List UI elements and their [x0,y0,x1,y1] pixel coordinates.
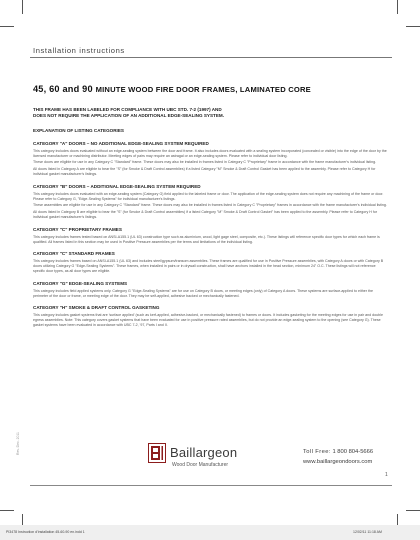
section-heading: CATEGORY "A" DOORS – NO ADDITIONAL EDGE-SEALING SYSTEM REQUIRED [33,141,209,146]
document-title [33,84,311,94]
section-heading: CATEGORY "G" EDGE-SEALING SYSTEMS [33,281,128,287]
crop-mark [0,26,14,27]
print-file-name: PI3478 Instruction d'installation 45-60-90 en.indd 1 [6,530,85,534]
section-proprietary-frames [33,227,388,245]
footer-divider [30,485,392,486]
paragraph: All doors listed in Category B are eligible to bear the "S" (for Smoke & Draft Control assemblies) if a listed Category "M" Smoke & Draft Control Gasket" has been applied to the assembly. Please refer to Category H for individual gasket manufacturer's listings. [33,210,378,220]
section-smoke-gasketing [33,305,388,328]
paragraph: This category includes frames based on ANSI-A155.1 (UL 63) and includes steel/gypsum/transom assemblies. These frames are qualified for use in Positive Pressure assemblies, with Category A doors or with Category B doors utilizing Category G "Edge-Sealing Systems". These frames, when installed in pairs or in drywall construction, shall have anchors installed in the head section, minimum 24" O.C. These listings will not reference specific door types, as all door types are eligible. [33,258,384,274]
section-standard-frames [33,251,388,274]
paragraph: This category includes doors evaluated without an edge-sealing system between the door and frame. It also includes doors evaluated with a sealing system incorporated (concealed or visible) into the edge of the door by the licensed manufacturer or machining distributor. Meeting edges of pairs may require an astragal or an edge-sealing system. Please refer to individual door listing. [33,148,387,158]
document-body [33,128,388,335]
paragraph: All doors listed in Category A are eligible to bear the "S" (for Smoke & Draft Control assemblies) if a listed Category "M" Smoke & Draft Control Gasket has been applied to the assembly. Please refer to Category H for individual gasket manufacturer's listings. [33,167,376,177]
section-heading: CATEGORY "C" STANDARD FRAMES [33,251,115,257]
door-logo-icon [148,443,166,463]
phone-label: Toll Free: [303,449,331,455]
compliance-notice [33,107,333,120]
explanation-heading: EXPLANATION OF LISTING CATEGORIES [33,128,124,133]
section-heading: CATEGORY "C" PROPRIETARY FRAMES [33,227,122,233]
paragraph: These assemblies are eligible for use in any Category C "Standard" frame. These doors may also be installed in frames listed in Category C "Proprietary" frames in accordance with the frame manufacturer's individual listing. [33,203,387,208]
brand-name: Baillargeon [170,445,238,460]
section-header: Installation instructions [33,46,125,55]
brand-tagline: Wood Door Manufacturer [172,462,229,468]
paragraph: This category includes field applied systems only. Category G "Edge-Sealing Systems" are for use on Category B doors, or meeting edges (only) of Category A doors. These systems are surface-applied to either the perimeter of the door or frame, or meeting edge of the door. They may be self-applied, adhesive backed or mechanically fastened. [33,288,374,298]
crop-mark [406,510,420,511]
section-heading: CATEGORY "H" SMOKE & DRAFT CONTROL GASKETING [33,305,160,311]
title-prefix: 45, 60 and 90 [33,84,96,94]
paragraph: This category includes doors evaluated with an edge-sealing system (Category G) field applied to the labeled frame or door. The application of the edge-sealing system does not require any machining of the frame or door. Please refer to Category G, "Edge-Sealing Systems" for individual manufacturer's listings. [33,191,384,201]
crop-mark [0,510,14,511]
section-edge-sealing [33,281,388,299]
crop-mark [406,26,420,27]
crop-mark [397,0,398,14]
paragraph: These doors are eligible for use in any Category C "Standard" frame. These doors may also be installed in frames listed in Category C "Proprietary" frame in accordance with the frame manufacturer's individual listing. [33,160,377,165]
phone-number: 1 800 804-5666 [332,449,374,455]
contact-info [303,447,373,467]
crop-mark [22,0,23,14]
notice-line: THIS FRAME HAS BEEN LABELED FOR COMPLIANCE WITH UBC STD. 7-2 (1997) AND [33,107,222,112]
revision-note: Rev. Dec. 2011 [16,432,20,455]
section-category-b [33,184,388,221]
title-smallcaps: MINUTE WOOD FIRE DOOR FRAMES, LAMINATED CORE [95,85,311,94]
website-link[interactable]: www.baillargeondoors.com [303,459,373,465]
print-timestamp: 12/02/11 11:18 AM [353,530,382,534]
section-category-a [33,141,388,178]
page-number: 1 [385,472,388,478]
paragraph: This category includes frames tested based on ANSI-A155.1 (UL 63) construction type such as aluminium, wood, light gage steel, composite, etc.). These listings will reference specific door types for which each frame is qualified. All frames listed in this section may be used in Positive Pressure assemblies per the terms and limitations of the individual listing. [33,234,380,244]
notice-line: DOES NOT REQUIRE THE APPLICATION OF AN ADDITIONAL EDGE-SEALING SYSTEM. [33,113,224,119]
section-heading: CATEGORY "B" DOORS – ADDITIONAL EDGE-SEALING SYSTEM REQUIRED [33,184,201,190]
paragraph: This category includes gasket systems that are 'surface applied' (such as kerf-applied, adhesive-backed, or mechanically fastened) to frames or doors. It includes gasketing for the meeting edges for use in pair and double egress assemblies. Note: This category covers gasket systems that have been evaluated for use in positive pressure rated assemblies, but do not provide an edge-sealing system to the opening (see Category G). These gasket systems have been evaluated in accordance with UBC 7-2, '97, Parts I and II. [33,312,383,328]
header-divider [30,57,392,58]
phone-line [303,447,373,457]
